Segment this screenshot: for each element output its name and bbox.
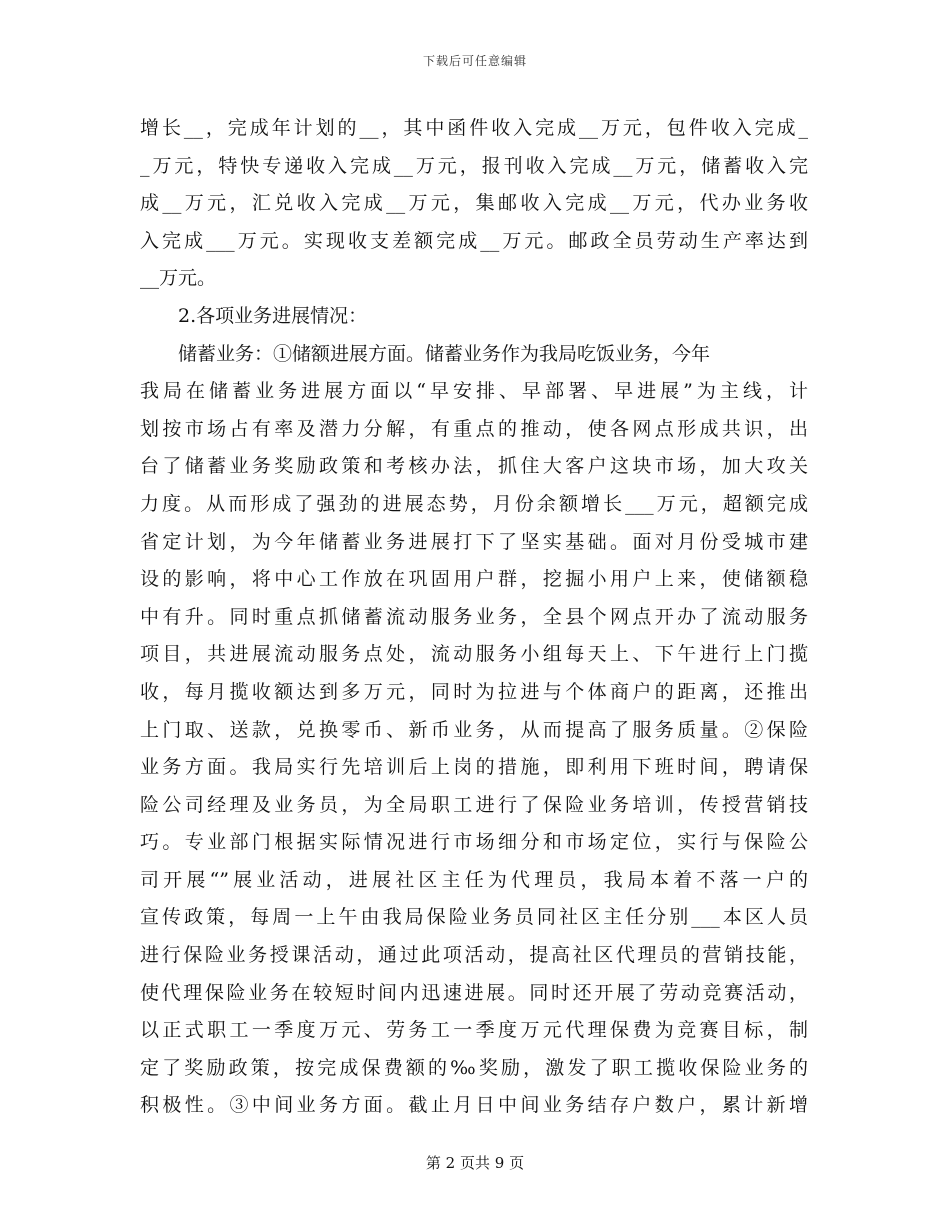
text-line: 我局在储蓄业务进展方面以“早安排、早部署、早进展”为主线，计 [140,380,808,403]
text-line: 力度。从而形成了强劲的进展态势，月份余额增长___万元，超额完成 [140,492,808,515]
section-heading: 2.各项业务进展情况： [178,304,368,327]
text-line: 台了储蓄业务奖励政策和考核办法，抓住大客户这块市场，加大攻关 [140,455,808,478]
text-line: 使代理保险业务在较短时间内迅速进展。同时还开展了劳动竞赛活动， [140,981,808,1004]
text-line: 增长__，完成年计划的__，其中函件收入完成__万元，包件收入完成_ [140,117,808,139]
page-number: 第 2 页共 9 页 [425,1154,525,1172]
document-body [140,110,808,1125]
text-line: 中有升。同时重点抓储蓄流动服务业务，全县个网点开办了流动服务 [140,605,808,628]
text-line: 省定计划，为今年储蓄业务进展打下了坚实基础。面对月份受城市建 [140,530,808,553]
text-line: 业务方面。我局实行先培训后上岗的措施，即利用下班时间，聘请保 [140,756,808,779]
text-line: 上门取、送款，兑换零币、新币业务，从而提高了服务质量。②保险 [140,718,808,741]
text-line: 进行保险业务授课活动，通过此项活动，提高社区代理员的营销技能， [140,944,808,967]
text-line: __万元。 [140,267,217,290]
text-line: 宣传政策，每周一上午由我局保险业务员同社区主任分别___本区人员 [140,906,808,929]
page-header-note: 下载后可任意编辑 [422,54,527,68]
text-line: 以正式职工一季度万元、劳务工一季度万元代理保费为竞赛目标，制 [140,1019,808,1042]
text-line: 司开展“”展业活动，进展社区主任为代理员，我局本着不落一户的 [140,868,808,891]
text-line: 成__万元，汇兑收入完成__万元，集邮收入完成__万元，代办业务收 [140,192,808,215]
text-line: 划按市场占有率及潜力分解，有重点的推动，使各网点形成共识，出 [140,417,808,440]
text-line: 险公司经理及业务员，为全局职工进行了保险业务培训，传授营销技 [140,793,808,816]
text-line: 收，每月揽收额达到多万元，同时为拉进与个体商户的距离，还推出 [140,680,808,703]
text-line: 巧。专业部门根据实际情况进行市场细分和市场定位，实行与保险公 [140,831,808,854]
text-line: 设的影响，将中心工作放在巩固用户群，挖掘小用户上来，使储额稳 [140,568,808,591]
text-line: 项目，共进展流动服务点处，流动服务小组每天上、下午进行上门揽 [140,643,808,666]
text-line: 储蓄业务：①储额进展方面。储蓄业务作为我局吃饭业务，今年 [178,342,711,365]
text-line: 积极性。③中间业务方面。截止月日中间业务结存户数户，累计新增 [140,1094,808,1117]
text-line: _万元，特快专递收入完成__万元，报刊收入完成__万元，储蓄收入完 [140,154,808,177]
text-line: 定了奖励政策，按完成保费额的‰奖励，激发了职工揽收保险业务的 [140,1056,808,1079]
text-line: 入完成___万元。实现收支差额完成__万元。邮政全员劳动生产率达到 [140,229,808,252]
